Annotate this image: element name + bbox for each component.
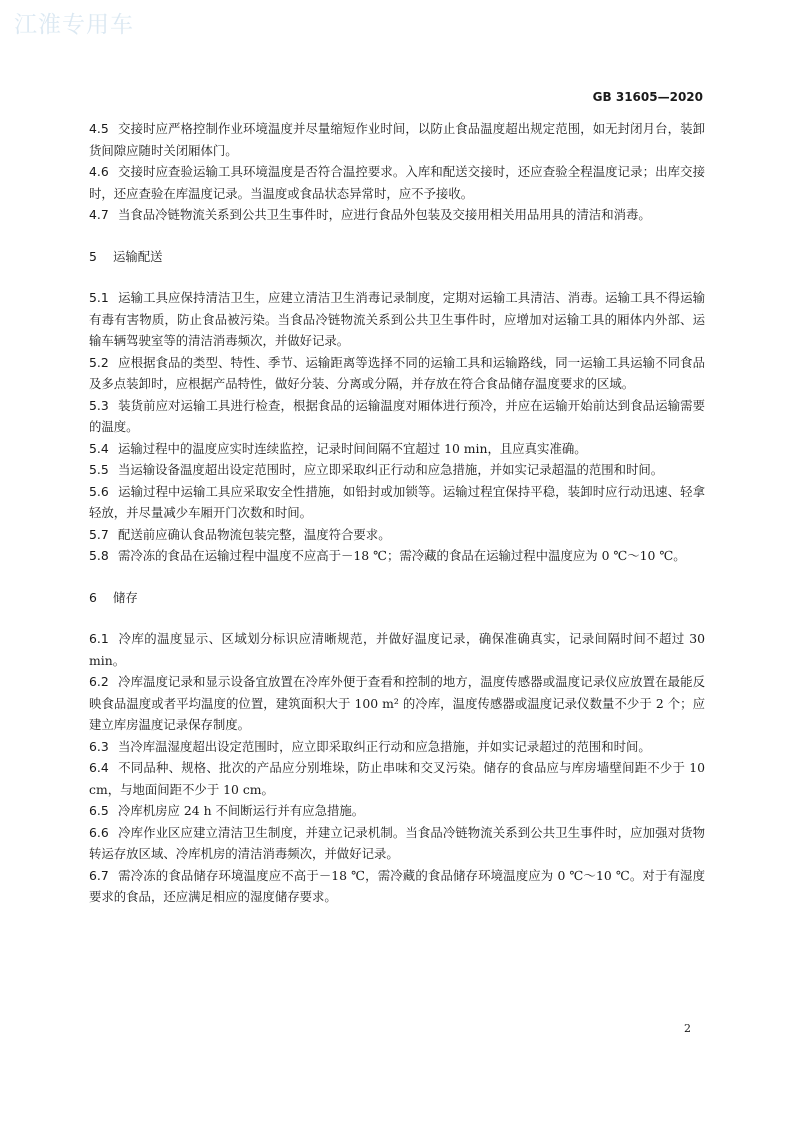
clause-number: 6.6 xyxy=(89,824,109,840)
clause-text: 冷库的温度显示、区域划分标识应清晰规范，并做好温度记录，确保准确真实，记录间隔时间不超过 30 min。 xyxy=(89,631,705,668)
clause xyxy=(89,865,705,908)
clause-text: 当冷库温湿度超出设定范围时，应立即采取纠正行动和应急措施，并如实记录超过的范围和时间。 xyxy=(118,738,651,754)
clause-number: 5.3 xyxy=(89,397,109,413)
clause-text: 冷库温度记录和显示设备宜放置在冷库外便于查看和控制的地方，温度传感器或温度记录仪应放置在最能反映食品温度或者平均温度的位置，建筑面积大于 100 m² 的冷库，温度传感器或温度记录仪数量不少于 2 个；应建立库房温度记录保存制度。 xyxy=(89,674,705,732)
clause-number: 6.3 xyxy=(89,738,109,754)
clause xyxy=(89,352,705,395)
clause-text: 交接时应查验运输工具环境温度是否符合温控要求。入库和配送交接时，还应查验全程温度记录；出库交接时，还应查验在库温度记录。当温度或食品状态异常时，应不予接收。 xyxy=(89,164,705,201)
clause-text: 需冷冻的食品在运输过程中温度不应高于－18 ℃；需冷藏的食品在运输过程中温度应为 0 ℃～10 ℃。 xyxy=(118,548,686,563)
clause xyxy=(89,545,705,567)
clause-number: 5.4 xyxy=(89,440,109,456)
clause-text: 冷库作业区应建立清洁卫生制度，并建立记录机制。当食品冷链物流关系到公共卫生事件时，应加强对货物转运存放区域、冷库机房的清洁消毒频次，并做好记录。 xyxy=(89,824,705,861)
clause-number: 4.5 xyxy=(89,121,109,136)
section-number: 6 xyxy=(89,589,97,605)
watermark: 江淮专用车 xyxy=(14,12,134,38)
clause-number: 4.7 xyxy=(89,207,109,222)
section-heading xyxy=(89,587,705,609)
clause-number: 5.5 xyxy=(89,462,109,477)
page-number: 2 xyxy=(684,1022,691,1035)
standard-code: GB 31605—2020 xyxy=(592,90,703,104)
clause xyxy=(89,822,705,865)
clause xyxy=(89,736,705,758)
clause-number: 5.7 xyxy=(89,526,109,542)
clause-text: 当运输设备温度超出设定范围时，应立即采取纠正行动和应急措施，并如实记录超温的范围和时间。 xyxy=(118,462,664,477)
section-title: 储存 xyxy=(113,589,138,605)
clause xyxy=(89,395,705,438)
document-body xyxy=(89,118,705,908)
clause xyxy=(89,204,705,226)
clause xyxy=(89,287,705,352)
clause-text: 当食品冷链物流关系到公共卫生事件时，应进行食品外包装及交接用相关用品用具的清洁和消毒。 xyxy=(118,207,651,222)
clause-text: 配送前应确认食品物流包装完整，温度符合要求。 xyxy=(118,526,391,542)
clause-number: 6.1 xyxy=(89,631,109,646)
clause-text: 运输工具应保持清洁卫生，应建立清洁卫生消毒记录制度，定期对运输工具清洁、消毒。运输工具不得运输有毒有害物质，防止食品被污染。当食品冷链物流关系到公共卫生事件时，应增加对运输工具的厢体内外部、运输车辆驾驶室等的清洁消毒频次，并做好记录。 xyxy=(89,290,705,348)
clause-number: 6.7 xyxy=(89,867,109,883)
clause xyxy=(89,481,705,524)
clause-text: 不同品种、规格、批次的产品应分别堆垛，防止串味和交叉污染。储存的食品应与库房墙壁间距不少于 10 cm，与地面间距不少于 10 cm。 xyxy=(89,760,705,797)
clause xyxy=(89,118,705,161)
clause-number: 5.1 xyxy=(89,290,109,305)
clause xyxy=(89,524,705,546)
clause-text: 交接时应严格控制作业环境温度并尽量缩短作业时间，以防止食品温度超出规定范围，如无封闭月台，装卸货间隙应随时关闭厢体门。 xyxy=(89,121,705,158)
clause xyxy=(89,459,705,481)
clause xyxy=(89,671,705,736)
section-number: 5 xyxy=(89,248,97,264)
clause-number: 4.6 xyxy=(89,164,109,179)
clause-number: 5.8 xyxy=(89,548,109,563)
clause-text: 需冷冻的食品储存环境温度应不高于－18 ℃，需冷藏的食品储存环境温度应为 0 ℃～10 ℃。对于有湿度要求的食品，还应满足相应的湿度储存要求。 xyxy=(89,867,705,904)
clause xyxy=(89,757,705,800)
clause-number: 5.2 xyxy=(89,354,109,370)
clause xyxy=(89,628,705,671)
clause-number: 5.6 xyxy=(89,483,109,499)
clause xyxy=(89,800,705,822)
clause-number: 6.5 xyxy=(89,803,109,818)
clause-text: 运输过程中的温度应实时连续监控，记录时间间隔不宜超过 10 min，且应真实准确。 xyxy=(118,440,587,456)
clause-number: 6.4 xyxy=(89,760,109,775)
section-heading xyxy=(89,246,705,268)
clause-text: 运输过程中运输工具应采取安全性措施，如铅封或加锁等。运输过程宜保持平稳，装卸时应行动迅速、轻拿轻放，并尽量减少车厢开门次数和时间。 xyxy=(89,483,705,520)
clause xyxy=(89,438,705,460)
clause-number: 6.2 xyxy=(89,674,109,689)
section-title: 运输配送 xyxy=(113,248,163,264)
clause-text: 应根据食品的类型、特性、季节、运输距离等选择不同的运输工具和运输路线，同一运输工具运输不同食品及多点装卸时，应根据产品特性，做好分装、分离或分隔，并存放在符合食品储存温度要求的区域。 xyxy=(89,354,705,391)
clause-text: 冷库机房应 24 h 不间断运行并有应急措施。 xyxy=(118,803,365,818)
clause xyxy=(89,161,705,204)
clause-text: 装货前应对运输工具进行检查，根据食品的运输温度对厢体进行预冷，并应在运输开始前达到食品运输需要的温度。 xyxy=(89,397,705,434)
